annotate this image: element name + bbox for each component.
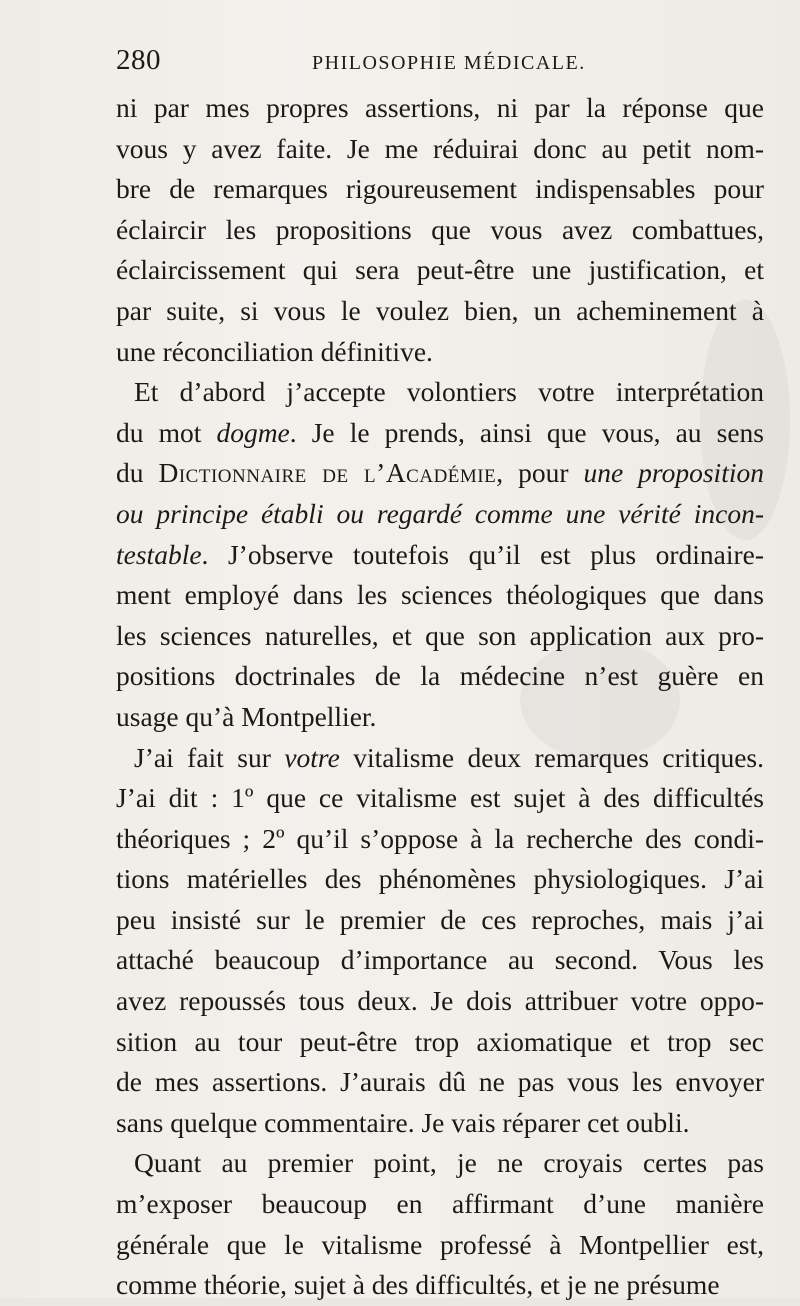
text-segment: sition au tour peut-être trop axiomatique et trop sec bbox=[116, 1025, 764, 1057]
text-segment: , pour bbox=[496, 457, 584, 489]
text-line bbox=[116, 940, 764, 981]
text-segment: vitalisme deux remarques critiques. bbox=[339, 741, 764, 773]
text-segment: peu insisté sur le premier de ces reproches, mais j’ai bbox=[116, 903, 764, 935]
text-line bbox=[116, 616, 764, 657]
text-segment: usage qu’à Montpellier. bbox=[116, 700, 377, 732]
text-line bbox=[116, 1265, 764, 1306]
paragraph bbox=[116, 372, 764, 737]
text-segment: éclaircir les propositions que vous avez combattues, bbox=[116, 213, 764, 245]
text-line bbox=[116, 332, 764, 373]
text-segment: . Je le prends, ainsi que vous, au sens bbox=[289, 416, 764, 448]
text-line bbox=[116, 778, 764, 819]
text-segment: tions matérielles des phénomènes physiologiques. J’ai bbox=[116, 863, 764, 895]
text-segment: une réconciliation définitive. bbox=[116, 335, 433, 367]
text-line bbox=[116, 819, 764, 860]
text-line bbox=[116, 1184, 764, 1225]
text-segment: m’exposer beaucoup en affirmant d’une manière bbox=[116, 1188, 764, 1220]
text-line bbox=[116, 859, 764, 900]
text-segment: du mot bbox=[116, 416, 217, 448]
text-segment: . J’observe toutefois qu’il est plus ordinaire- bbox=[201, 538, 764, 570]
text-line bbox=[116, 88, 764, 129]
text-segment: positions doctrinales de la médecine n’est guère en bbox=[116, 660, 764, 692]
italic-text: ou principe établi ou regardé comme une vérité incon- bbox=[116, 497, 764, 529]
text-line bbox=[116, 900, 764, 941]
text-segment: bre de remarques rigoureusement indispensables pour bbox=[116, 173, 764, 205]
text-line bbox=[116, 738, 764, 779]
text-segment: les sciences naturelles, et que son application aux pro- bbox=[116, 619, 764, 651]
text-segment: J’ai dit : 1º que ce vitalisme est sujet à des difficultés bbox=[116, 782, 764, 814]
italic-text: votre bbox=[284, 741, 340, 773]
paragraph bbox=[116, 738, 764, 1144]
text-segment: théoriques ; 2º qu’il s’oppose à la recherche des condi- bbox=[116, 822, 764, 854]
text-line bbox=[116, 453, 764, 494]
body-text bbox=[116, 88, 764, 1306]
text-segment: vous y avez faite. Je me réduirai donc au petit nom- bbox=[116, 132, 764, 164]
text-line bbox=[116, 1143, 764, 1184]
text-line bbox=[116, 1103, 764, 1144]
text-line bbox=[116, 372, 764, 413]
text-segment: par suite, si vous le voulez bien, un acheminement à bbox=[116, 294, 764, 326]
text-segment: avez repoussés tous deux. Je dois attribuer votre oppo- bbox=[116, 985, 764, 1017]
italic-text: une proposition bbox=[583, 457, 764, 489]
text-segment: du bbox=[116, 457, 159, 489]
text-line bbox=[116, 1062, 764, 1103]
text-segment: de mes assertions. J’aurais dû ne pas vous les envoyer bbox=[116, 1066, 764, 1098]
text-segment: ment employé dans les sciences théologiques que dans bbox=[116, 579, 764, 611]
text-line bbox=[116, 656, 764, 697]
italic-text: testable bbox=[116, 538, 202, 570]
text-line bbox=[116, 697, 764, 738]
text-line bbox=[116, 250, 764, 291]
page-number: 280 bbox=[116, 44, 161, 76]
text-line bbox=[116, 494, 764, 535]
small-caps-text: Dictionnaire de l’Académie bbox=[158, 457, 497, 489]
text-line bbox=[116, 210, 764, 251]
text-segment: ni par mes propres assertions, ni par la réponse que bbox=[116, 92, 764, 123]
paragraph bbox=[116, 88, 764, 372]
text-segment: J’ai fait sur bbox=[134, 741, 285, 773]
text-segment: comme théorie, sujet à des difficultés, et je ne présume bbox=[116, 1269, 720, 1301]
text-line bbox=[116, 169, 764, 210]
text-line bbox=[116, 981, 764, 1022]
text-segment: Quant au premier point, je ne croyais certes pas bbox=[134, 1147, 764, 1179]
text-segment: générale que le vitalisme professé à Montpellier est, bbox=[116, 1228, 764, 1260]
running-header bbox=[116, 44, 786, 80]
text-line bbox=[116, 413, 764, 454]
text-segment: sans quelque commentaire. Je vais réparer cet oubli. bbox=[116, 1106, 690, 1138]
text-line bbox=[116, 575, 764, 616]
paragraph bbox=[116, 1143, 764, 1305]
italic-text: dogme bbox=[216, 416, 290, 448]
text-line bbox=[116, 129, 764, 170]
text-segment: Et d’abord j’accepte volontiers votre interprétation bbox=[134, 376, 764, 408]
text-line bbox=[116, 1225, 764, 1266]
running-title: PHILOSOPHIE MÉDICALE. bbox=[312, 52, 586, 74]
text-line bbox=[116, 291, 764, 332]
text-segment: éclaircissement qui sera peut-être une justification, et bbox=[116, 254, 764, 286]
text-segment: attaché beaucoup d’importance au second. Vous les bbox=[116, 944, 764, 976]
text-line bbox=[116, 535, 764, 576]
text-line bbox=[116, 1022, 764, 1063]
